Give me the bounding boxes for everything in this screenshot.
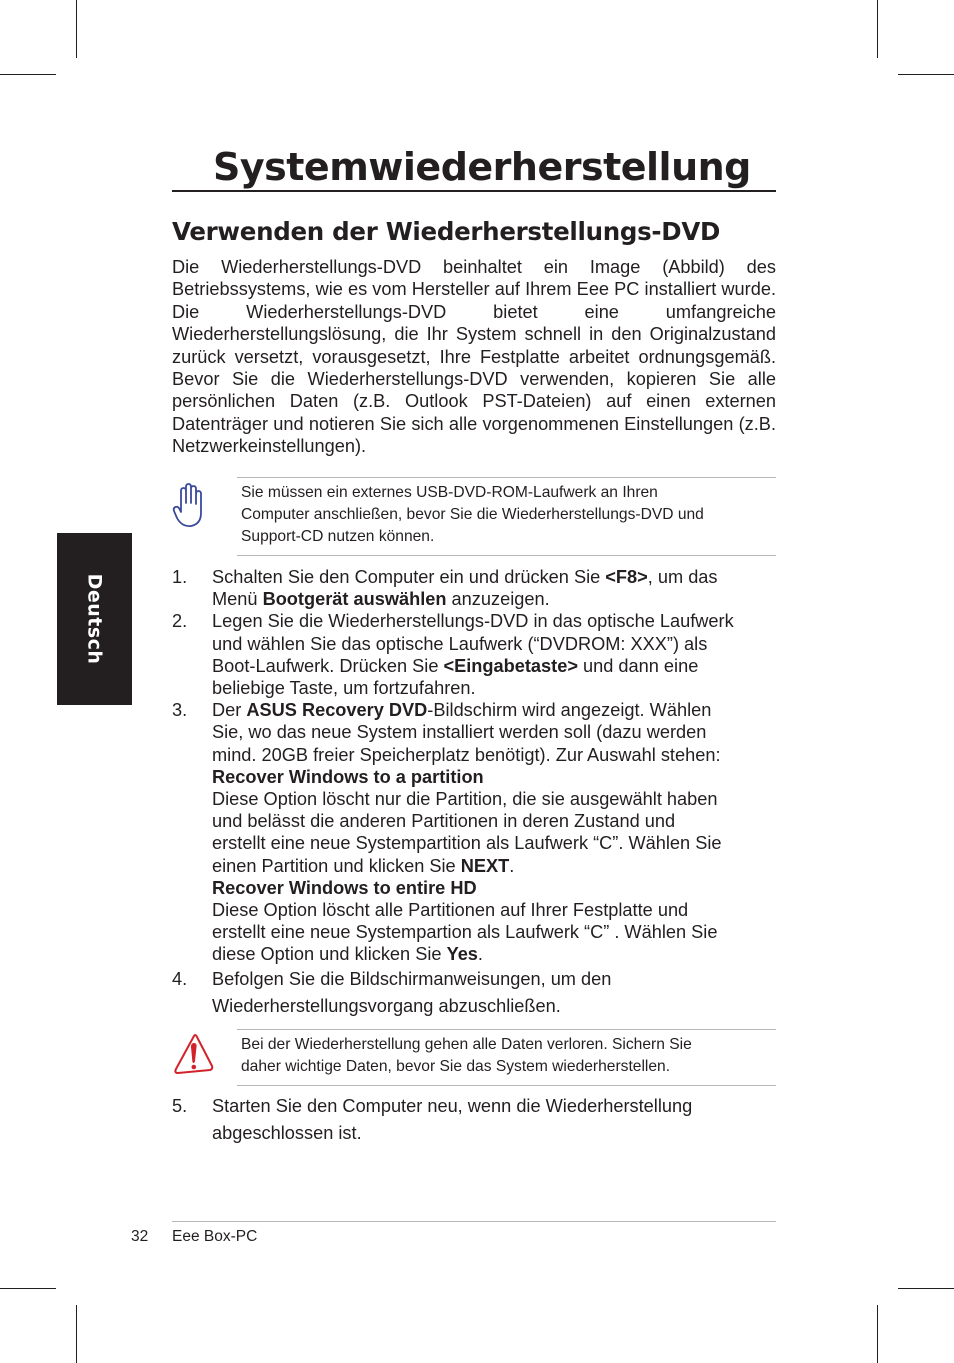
step-line: erstellt eine neue Systempartion als Laufwerk “C” . Wählen Sie [212,922,718,943]
step-number: 2. [172,611,188,632]
button-name: Yes [446,944,478,965]
step-line: Wiederherstellungsvorgang abzuschließen. [212,995,561,1016]
step-text-part: . [509,855,515,876]
step-text-part: diese Option und klicken Sie [212,944,447,965]
list-item [172,1093,776,1147]
title-underline [172,190,776,192]
key-name: <F8> [605,567,648,587]
crop-mark [877,1305,878,1363]
note-rule-bottom [237,555,776,556]
button-name: NEXT [460,855,510,876]
step-text-part: und dann eine [577,655,699,676]
note-box [172,477,776,557]
steps-list [172,566,776,1020]
step-text-part: , um das [647,567,718,587]
section-heading: Verwenden der Wiederherstellungs-DVD [172,217,721,246]
note-line: Support-CD nutzen können. [241,527,435,545]
language-side-tab [57,533,132,705]
step-number: 4. [172,968,188,989]
step-line: Legen Sie die Wiederherstellungs-DVD in das optische Laufwerk [212,611,734,632]
step-text [212,966,776,1020]
note-rule-bottom [237,1085,776,1086]
list-item [172,566,776,610]
crop-mark [76,0,77,58]
step-line: Diese Option löscht nur die Partition, die sie ausgewählt haben [212,789,718,810]
page-number: 32 [131,1228,149,1245]
step-line: mind. 20GB freier Speicherplatz benötigt). Zur Auswahl stehen: [212,744,721,765]
step-line: abgeschlossen ist. [212,1123,362,1143]
warning-line: daher wichtige Daten, bevor Sie das System wiederherstellen. [241,1057,671,1075]
note-line: Sie müssen ein externes USB-DVD-ROM-Laufwerk an Ihren [241,484,658,501]
step-text-part: -Bildschirm wird angezeigt. Wählen [427,700,712,721]
warning-line: Bei der Wiederherstellung gehen alle Daten verloren. Sichern Sie [241,1036,692,1053]
step-number: 3. [172,700,188,721]
warning-text [241,1034,776,1078]
list-item [172,610,776,699]
option-title: Recover Windows to a partition [212,766,484,787]
product-name: Eee Box-PC [172,1228,258,1245]
hand-icon [172,483,208,533]
intro-paragraph: Die Wiederherstellungs-DVD beinhaltet ein Image (Abbild) des Betriebssystems, wie es vom Hersteller auf Ihrem Eee PC installiert wurde. Die Wiederherstellungs-DVD bietet eine umfangreiche Wiederherstellungslösung, die Ihr System schnell in den Originalzustand zurück versetzt, vorausgesetzt, Ihre Festplatte arbeitet ordnungsgemäß. Bevor Sie die Wiederherstellungs-DVD verwenden, kopieren Sie alle persönlichen Daten (z.B. Outlook PST-Dateien) auf einen externen Datenträger und notieren Sie sich alle vorgenommenen Einstellungen (z.B. Netzwerkeinstellungen). [172,257,776,457]
step-text-part: Schalten Sie den Computer ein und drücken Sie [212,567,606,587]
step-text-part: Boot-Laufwerk. Drücken Sie [212,655,444,676]
step-line: erstellt eine neue Systempartition als Laufwerk “C”. Wählen Sie [212,833,722,854]
warning-box [172,1029,776,1087]
crop-mark [898,74,954,75]
step-text-part: . [477,944,483,965]
step-number: 1. [172,567,188,587]
step-line: Diese Option löscht alle Partitionen auf Ihrer Festplatte und [212,900,689,921]
side-tab-label: Deutsch [83,573,106,665]
steps-list-continued [172,1093,776,1147]
step-text-part: Der [212,700,247,721]
step-text [212,566,776,610]
step-line: und belässt die anderen Partitionen in deren Zustand und [212,811,676,832]
page-title: Systemwiederherstellung [213,145,751,189]
crop-mark [76,1305,77,1363]
step-line: beliebige Taste, um fortzufahren. [212,678,476,699]
note-rule-top [237,477,776,478]
step-line: Befolgen Sie die Bildschirmanweisungen, um den [212,968,612,989]
step-text [212,610,776,699]
step-number: 5. [172,1096,188,1116]
warning-icon [172,1033,214,1083]
note-rule-top [237,1029,776,1030]
note-text [241,482,776,547]
step-text [212,1093,776,1147]
step-line: Sie, wo das neue System installiert werden soll (dazu werden [212,722,707,743]
screen-name: ASUS Recovery DVD [246,700,428,721]
footer-rule [172,1221,776,1222]
step-line: Starten Sie den Computer neu, wenn die Wiederherstellung [212,1096,693,1116]
option-title: Recover Windows to entire HD [212,877,477,898]
step-text [212,699,776,965]
list-item [172,966,776,1020]
step-line: und wählen Sie das optische Laufwerk (“DVDROM: XXX”) als [212,633,708,654]
crop-mark [0,74,56,75]
crop-mark [898,1288,954,1289]
menu-name: Bootgerät auswählen [262,589,447,610]
step-text-part: einen Partition und klicken Sie [212,855,461,876]
step-text-part: Menü [212,589,263,610]
note-line: Computer anschließen, bevor Sie die Wiederherstellungs-DVD und [241,505,704,523]
crop-mark [877,0,878,58]
list-item [172,699,776,965]
key-name: <Eingabetaste> [443,655,578,676]
crop-mark [0,1288,56,1289]
step-text-part: anzuzeigen. [446,589,550,610]
